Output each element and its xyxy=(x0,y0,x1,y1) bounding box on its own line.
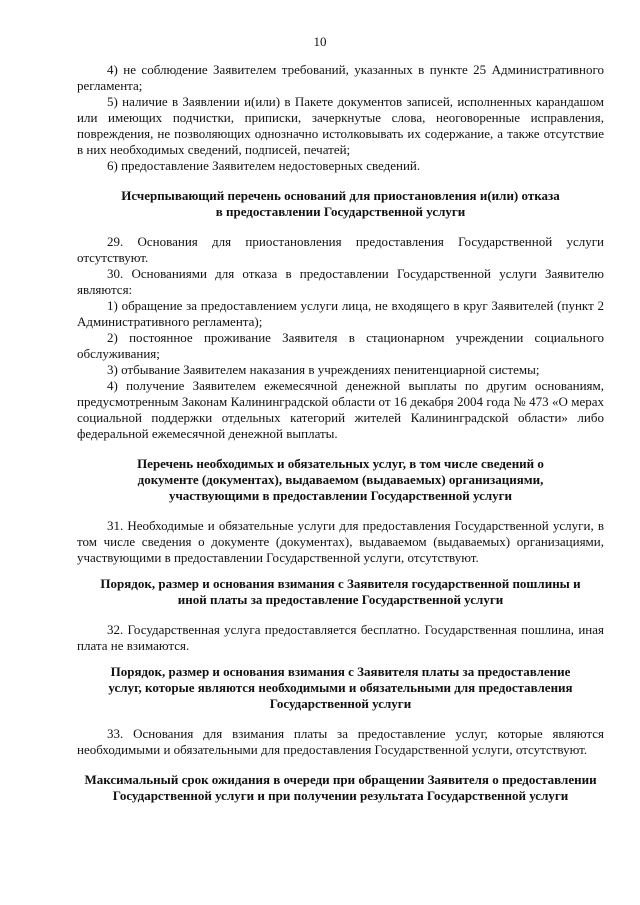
paragraph-item-4: 4) не соблюдение Заявителем требований, указанных в пункте 25 Административного регламента; xyxy=(77,62,604,93)
paragraph-30: 30. Основаниями для отказа в предоставлении Государственной услуги Заявителю являются: xyxy=(77,266,604,297)
paragraph-30-item-4: 4) получение Заявителем ежемесячной денежной выплаты по другим основаниям, предусмотренным Законам Калининградской области от 16 декабря 2004 года № 473 «О мерах социальной поддержки отдельных категорий жителей Калининградской области» либо федеральной ежемесячной денежной выплаты. xyxy=(77,378,604,441)
section-heading-required-services: Перечень необходимых и обязательных услуг, в том числе сведений о документе (документах), выдаваемом (выдаваемых) организациями, участвующими в предоставлении Государственной услуги xyxy=(137,456,544,503)
section-heading-queue-time: Максимальный срок ожидания в очереди при обращении Заявителя о предоставлении Государственной услуги и при получении результата Государственной услуги xyxy=(84,772,597,803)
paragraph-item-6: 6) предоставление Заявителем недостоверных сведений. xyxy=(107,158,421,173)
section-heading-service-fee: Порядок, размер и основания взимания с Заявителя платы за предоставление услуг, которые являются необходимыми и обязательными для предоставления Государственной услуги xyxy=(108,664,573,711)
paragraph-29: 29. Основания для приостановления предоставления Государственной услуги отсутствуют. xyxy=(77,234,604,265)
paragraph-30-item-3: 3) отбывание Заявителем наказания в учреждениях пенитенциарной системы; xyxy=(107,362,540,377)
document-body xyxy=(77,62,604,804)
paragraph-31: 31. Необходимые и обязательные услуги для предоставления Государственной услуги, в том числе сведения о документе (документах), выдаваемом (выдаваемых) организациями, участвующими в предоставлении Государственной услуги, отсутствуют. xyxy=(77,518,604,565)
paragraph-30-item-2: 2) постоянное проживание Заявителя в стационарном учреждении социального обслуживания; xyxy=(77,330,604,361)
section-heading-state-fee: Порядок, размер и основания взимания с Заявителя государственной пошлины и иной платы за предоставление Государственной услуги xyxy=(100,576,581,607)
paragraph-33: 33. Основания для взимания платы за предоставление услуг, которые являются необходимыми и обязательными для предоставления Государственной услуги, отсутствуют. xyxy=(77,726,604,757)
paragraph-item-5: 5) наличие в Заявлении и(или) в Пакете документов записей, исполненных карандашом или имеющих подчистки, приписки, зачеркнутые слова, неоговоренные исправления, повреждения, не позволяющих однозначно истолковывать их содержание, а также отсутствие в них необходимых сведений, подписей, печатей; xyxy=(77,94,604,157)
page-number: 10 xyxy=(313,34,327,49)
paragraph-30-item-1: 1) обращение за предоставлением услуги лица, не входящего в круг Заявителей (пункт 2 Административного регламента); xyxy=(77,298,604,329)
section-heading-suspension-refusal: Исчерпывающий перечень оснований для приостановления и(или) отказа в предоставлении Государственной услуги xyxy=(121,188,560,219)
paragraph-32: 32. Государственная услуга предоставляется бесплатно. Государственная пошлина, иная плата не взимаются. xyxy=(77,622,604,653)
